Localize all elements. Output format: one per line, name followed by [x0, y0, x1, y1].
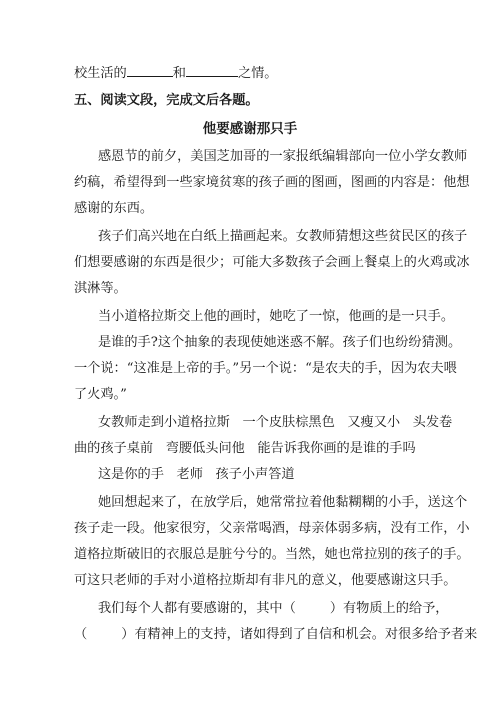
blank-line-2-before: （ — [74, 627, 88, 642]
body-line: 可这只老师的手对小道格拉斯却有非凡的意义，他要感谢这只手。 — [74, 573, 457, 588]
body-line: 约稿，希望得到一些家境贫寒的孩子画的图画，图画的内容是：他想 — [74, 175, 470, 190]
body-line: 孩子走一段。他家很穷，父亲常喝酒，母亲体弱多病，没有工作，小 — [74, 521, 470, 536]
body-line: 了火鸡。” — [74, 387, 127, 402]
intro-prefix: 校生活的 — [74, 66, 127, 81]
body-line: 曲的孩子桌前 弯腰低头问他 能告诉我你画的是谁的手吗 — [74, 441, 416, 456]
body-line: 孩子们高兴地在白纸上描画起来。女教师猜想这些贫民区的孩子 — [98, 229, 468, 244]
body-line-with-blank — [98, 599, 458, 619]
article-title: 他要感谢那只手 — [202, 121, 298, 137]
body-line: 感谢的东西。 — [74, 201, 154, 216]
intro-line — [74, 63, 434, 84]
body-line: 是谁的手?这个抽象的表现使她迷惑不解。孩子们也纷纷猜测。 — [98, 335, 462, 350]
blank-line-2-after: ）有精神上的支持，诸如得到了自信和机会。对很多给予者来 — [121, 627, 478, 642]
body-line: 女教师走到小道格拉斯 一个皮肤棕黑色 又瘦又小 头发卷 — [98, 415, 453, 430]
body-line: 淇淋等。 — [74, 281, 127, 296]
intro-middle: 和 — [172, 66, 186, 81]
body-line: 当小道格拉斯交上他的画时，她吃了一惊，他画的是一只手。 — [98, 309, 455, 324]
body-line-with-blank — [74, 625, 478, 645]
body-line: 感恩节的前夕，美国芝加哥的一家报纸编辑部向一位小学女教师 — [98, 149, 468, 164]
fill-blank-2[interactable] — [186, 63, 238, 77]
fill-blank-1[interactable] — [127, 63, 173, 77]
blank-line-1-after: ）有物质上的给予， — [329, 601, 449, 616]
body-line: 们想要感谢的东西是很少；可能大多数孩子会画上餐桌上的火鸡或冰 — [74, 255, 470, 270]
body-line: 这是你的手 老师 孩子小声答道 — [98, 467, 295, 482]
blank-line-1-before: 我们每个人都有要感谢的，其中（ — [98, 601, 296, 616]
section-heading: 五、阅读文段，完成文后各题。 — [74, 93, 259, 108]
body-line: 道格拉斯破旧的衣服总是脏兮兮的。当然，她也常拉别的孩子的手。 — [74, 547, 470, 562]
intro-suffix: 之情。 — [237, 66, 278, 81]
body-line: 她回想起来了，在放学后，她常常拉着他黏糊糊的小手，送这个 — [98, 495, 468, 510]
body-line: 一个说：“这准是上帝的手。”另一个说：“是农夫的手，因为农夫喂 — [74, 361, 457, 376]
